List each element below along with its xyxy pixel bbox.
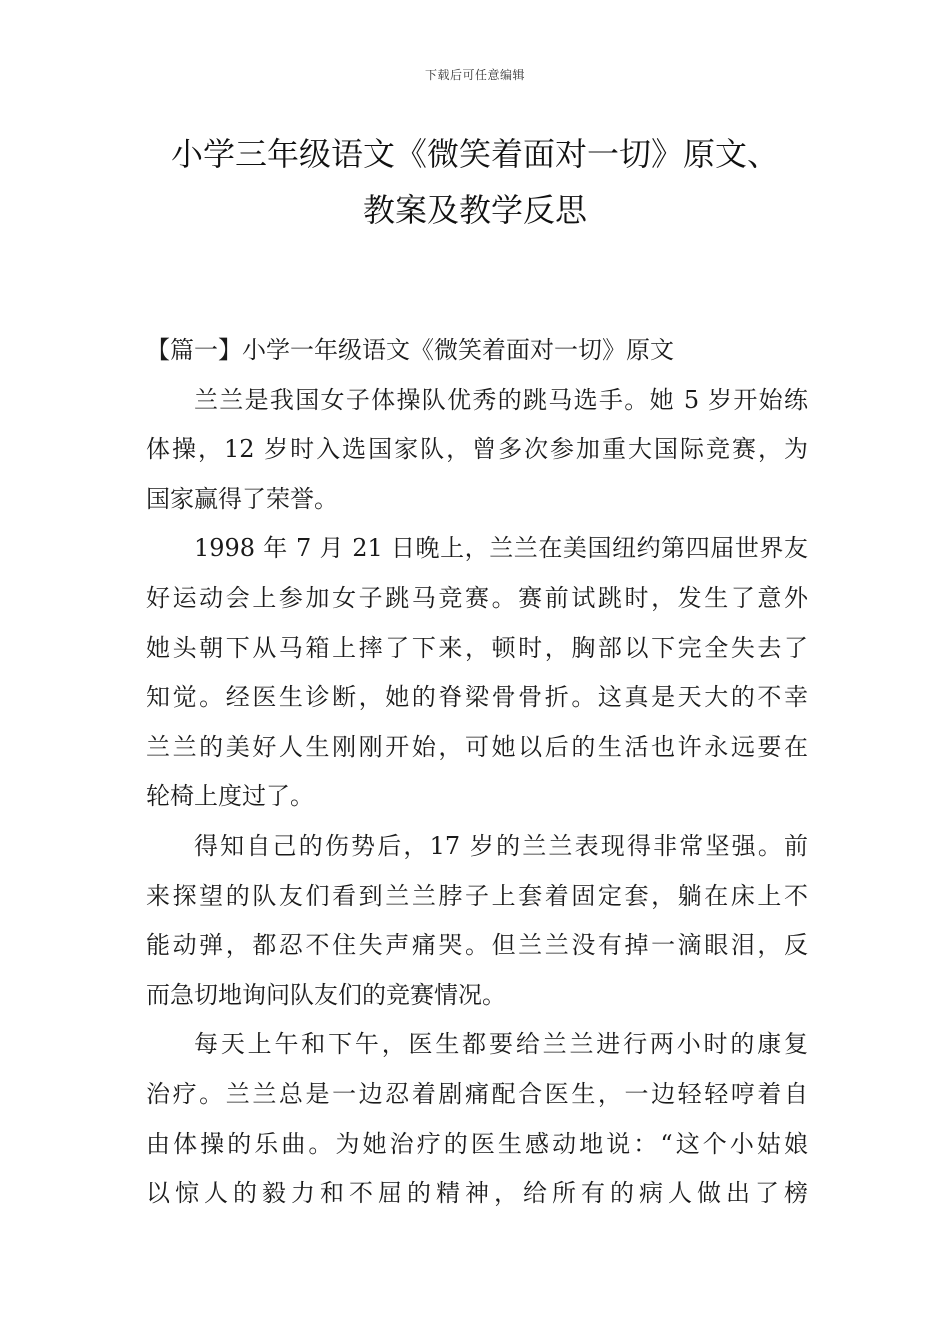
paragraph-line: 轮椅上度过了。 — [146, 782, 314, 811]
paragraph-line: 得知自己的伤势后，17 岁的兰兰表现得非常坚强。前 — [194, 831, 808, 860]
title-line-2: 教案及教学反思 — [362, 191, 587, 229]
paragraph-line: 来探望的队友们看到兰兰脖子上套着固定套，躺在床上不 — [146, 881, 808, 910]
paragraph-line: 而急切地询问队友们的竞赛情况。 — [146, 980, 506, 1009]
paragraph-line: 能动弹，都忍不住失声痛哭。但兰兰没有掉一滴眼泪，反 — [146, 931, 808, 960]
paragraph-line: 国家赢得了荣誉。 — [146, 484, 338, 513]
document-body — [146, 326, 808, 1219]
paragraph-line: 兰兰是我国女子体操队优秀的跳马选手。她 5 岁开始练 — [194, 385, 808, 414]
paragraph-4 — [146, 1020, 808, 1218]
paragraph-3 — [146, 822, 808, 1020]
header-note: 下载后可任意编辑 — [424, 68, 525, 82]
paragraph-line: 以惊人的毅力和不屈的精神，给所有的病人做出了榜 — [146, 1179, 808, 1208]
section-heading: 【篇一】小学一年级语文《微笑着面对一切》原文 — [146, 336, 674, 364]
paragraph-line: 体操，12 岁时入选国家队，曾多次参加重大国际竞赛，为 — [146, 435, 808, 464]
paragraph-2 — [146, 524, 808, 822]
paragraph-line: 知觉。经医生诊断，她的脊梁骨骨折。这真是天大的不幸 — [146, 683, 808, 712]
paragraph-line: 兰兰的美好人生刚刚开始，可她以后的生活也许永远要在 — [146, 732, 808, 761]
paragraph-line: 由体操的乐曲。为她治疗的医生感动地说：“这个小姑娘 — [146, 1129, 808, 1158]
paragraph-line: 每天上午和下午，医生都要给兰兰进行两小时的康复 — [194, 1030, 808, 1059]
paragraph-line: 好运动会上参加女子跳马竞赛。赛前试跳时，发生了意外 — [146, 583, 808, 612]
paragraph-line: 1998 年 7 月 21 日晚上，兰兰在美国纽约第四届世界友 — [194, 534, 808, 563]
document-title — [120, 126, 830, 238]
paragraph-1 — [146, 376, 808, 525]
paragraph-line: 她头朝下从马箱上摔了下来，顿时，胸部以下完全失去了 — [146, 633, 808, 662]
title-line-1: 小学三年级语文《微笑着面对一切》原文、 — [170, 135, 779, 173]
paragraph-line: 治疗。兰兰总是一边忍着剧痛配合医生，一边轻轻哼着自 — [146, 1079, 808, 1108]
